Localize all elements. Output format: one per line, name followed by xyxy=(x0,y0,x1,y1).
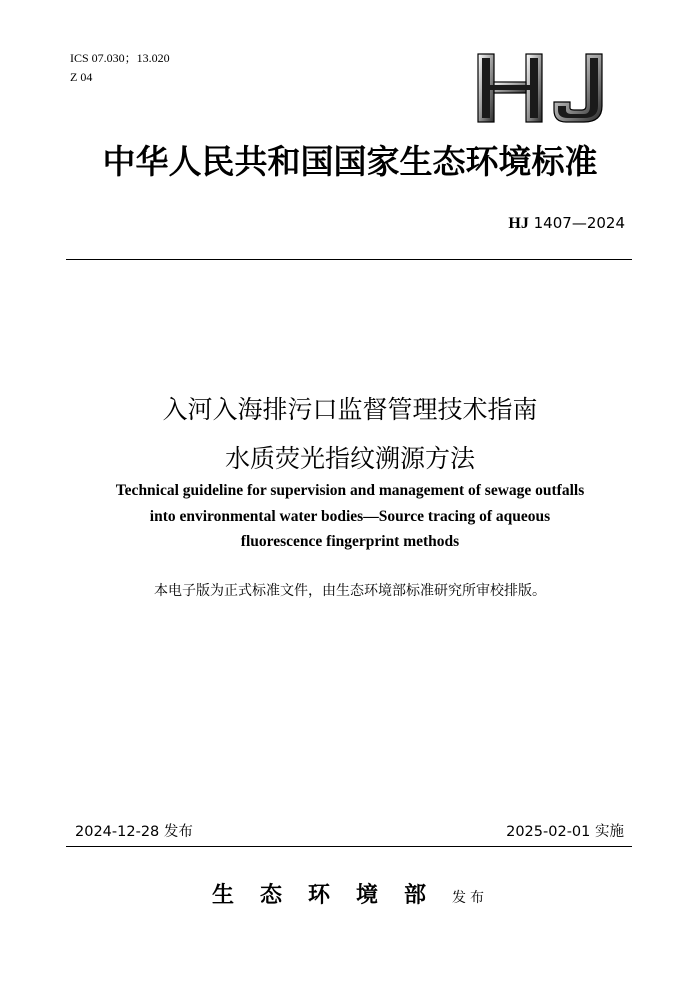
top-rule xyxy=(66,259,632,260)
ics-code: ICS 07.030；13.020 xyxy=(70,51,170,65)
standard-code xyxy=(508,214,625,233)
hj-logo xyxy=(474,50,614,126)
logo-text: HJ xyxy=(474,50,476,51)
title-en-line3: fluorescence fingerprint methods xyxy=(240,533,460,550)
implement-date: 2025-02-01 实施 xyxy=(506,824,624,840)
bottom-rule xyxy=(66,846,632,847)
standard-code-number: 1407—2024 xyxy=(533,214,625,232)
publisher-suffix: 发布 xyxy=(452,890,488,906)
classification-code: Z 04 xyxy=(70,70,93,84)
standard-name: 中华人民共和国国家生态环境标准 xyxy=(102,142,598,181)
title-cn-line1: 入河入海排污口监督管理技术指南 xyxy=(162,395,538,424)
issue-date: 2024-12-28 发布 xyxy=(75,824,193,840)
edition-note: 本电子版为正式标准文件，由生态环境部标准研究所审校排版。 xyxy=(154,583,546,599)
title-en-line2: into environmental water bodies—Source tracing of aqueous xyxy=(149,508,551,525)
publisher-name: 生态环境部 xyxy=(211,882,452,908)
standard-code-prefix: HJ xyxy=(508,215,529,232)
title-en-line1: Technical guideline for supervision and management of sewage outfalls xyxy=(115,482,585,499)
publisher xyxy=(0,878,700,909)
title-cn-line2: 水质荧光指纹溯源方法 xyxy=(224,444,475,473)
